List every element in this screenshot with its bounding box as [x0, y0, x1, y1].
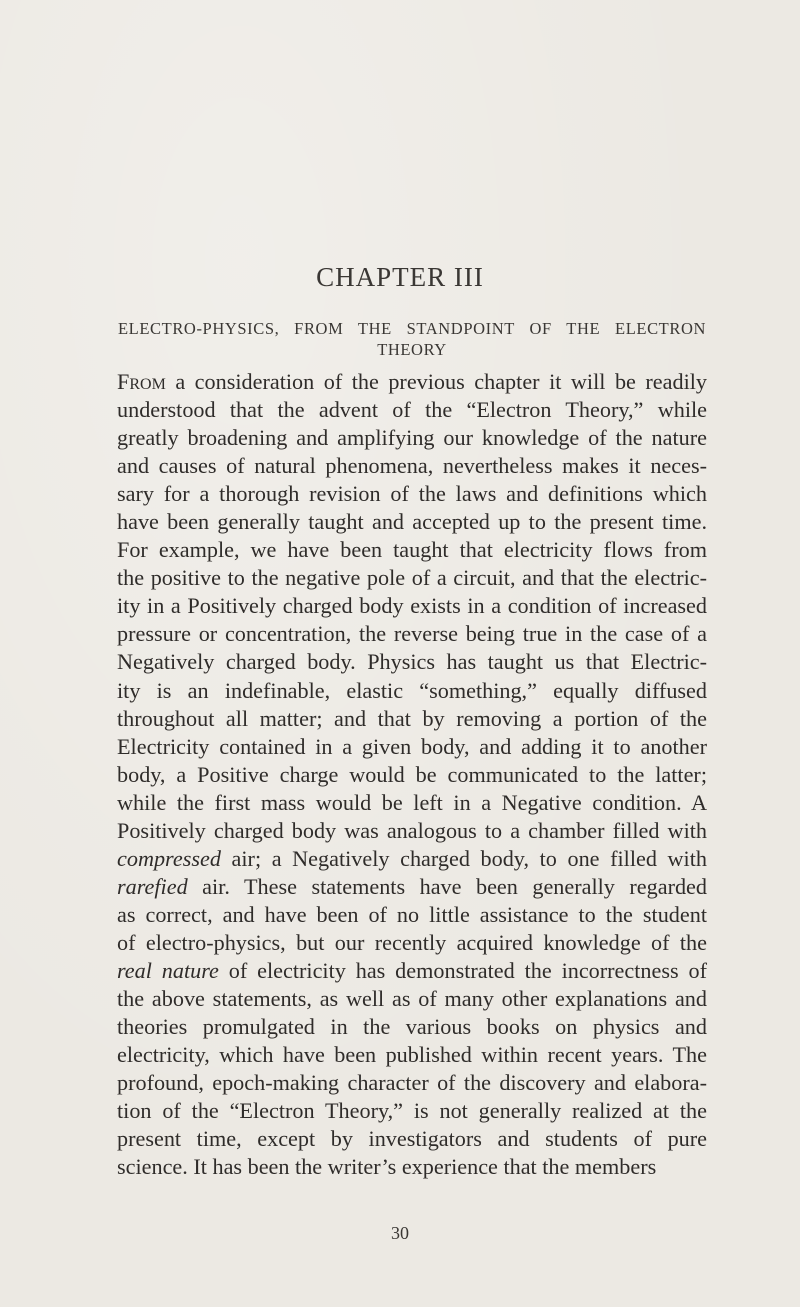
text-line: theories promulgated in the various books on physics and — [117, 1014, 707, 1040]
text-line: and causes of natural phenomena, nevertheless makes it neces- — [117, 453, 707, 479]
text-line: rarefied air. These statements have been generally regarded — [117, 873, 707, 899]
chapter-subtitle — [118, 318, 706, 360]
chapter-subtitle-line: ELECTRO-PHYSICS, FROM THE STANDPOINT OF THE ELECTRON — [118, 319, 706, 338]
text-line: present time, except by investigators and students of pure — [117, 1126, 707, 1152]
small-caps-word: rom — [129, 369, 166, 394]
text-line: have been generally taught and accepted up to the present time. — [117, 509, 707, 535]
text-line: while the first mass would be left in a Negative condition. A — [117, 789, 707, 815]
text-line: tion of the “Electron Theory,” is not generally realized at the — [117, 1098, 707, 1124]
text-line: science. It has been the writer’s experience that the members — [117, 1154, 657, 1180]
text-line: Electricity contained in a given body, and adding it to another — [117, 733, 707, 759]
text-line — [117, 368, 707, 396]
page-number: 30 — [391, 1223, 409, 1243]
text-line: real nature of electricity has demonstrated the incorrectness of — [117, 957, 707, 983]
text-line: Positively charged body was analogous to a chamber filled with — [117, 817, 707, 843]
text-line-content: a consideration of the previous chapter it will be readily — [165, 369, 707, 394]
text-line: of electro-physics, but our recently acquired knowledge of the — [117, 929, 707, 955]
text-line: throughout all matter; and that by removing a portion of the — [117, 705, 707, 731]
text-line: ity is an indefinable, elastic “something,” equally diffused — [117, 677, 707, 703]
text-line: ity in a Positively charged body exists in a condition of increased — [117, 593, 707, 619]
drop-initial: F — [117, 369, 130, 394]
text-line: profound, epoch-making character of the discovery and elabora- — [117, 1070, 707, 1096]
text-line: understood that the advent of the “Electron Theory,” while — [117, 397, 707, 423]
chapter-subtitle-line: THEORY — [377, 340, 447, 359]
text-line: as correct, and have been of no little assistance to the student — [117, 901, 707, 927]
text-line: body, a Positive charge would be communicated to the latter; — [117, 761, 707, 787]
text-line: electricity, which have been published within recent years. The — [117, 1042, 707, 1068]
text-line: sary for a thorough revision of the laws and definitions which — [117, 481, 707, 507]
text-line: Negatively charged body. Physics has taught us that Electric- — [117, 649, 707, 675]
body-paragraph — [117, 368, 707, 1181]
italic-phrase: compressed — [117, 845, 221, 871]
text-line: the positive to the negative pole of a circuit, and that the electric- — [117, 565, 707, 591]
italic-phrase: real nature — [117, 957, 219, 983]
chapter-heading: CHAPTER III — [316, 262, 484, 292]
text-line: the above statements, as well as of many other explanations and — [117, 986, 707, 1012]
text-line: compressed air; a Negatively charged body, to one filled with — [117, 845, 707, 871]
text-line: pressure or concentration, the reverse being true in the case of a — [117, 621, 707, 647]
text-line: greatly broadening and amplifying our knowledge of the nature — [117, 425, 707, 451]
text-line: For example, we have been taught that electricity flows from — [117, 537, 707, 563]
italic-phrase: rarefied — [117, 873, 188, 899]
